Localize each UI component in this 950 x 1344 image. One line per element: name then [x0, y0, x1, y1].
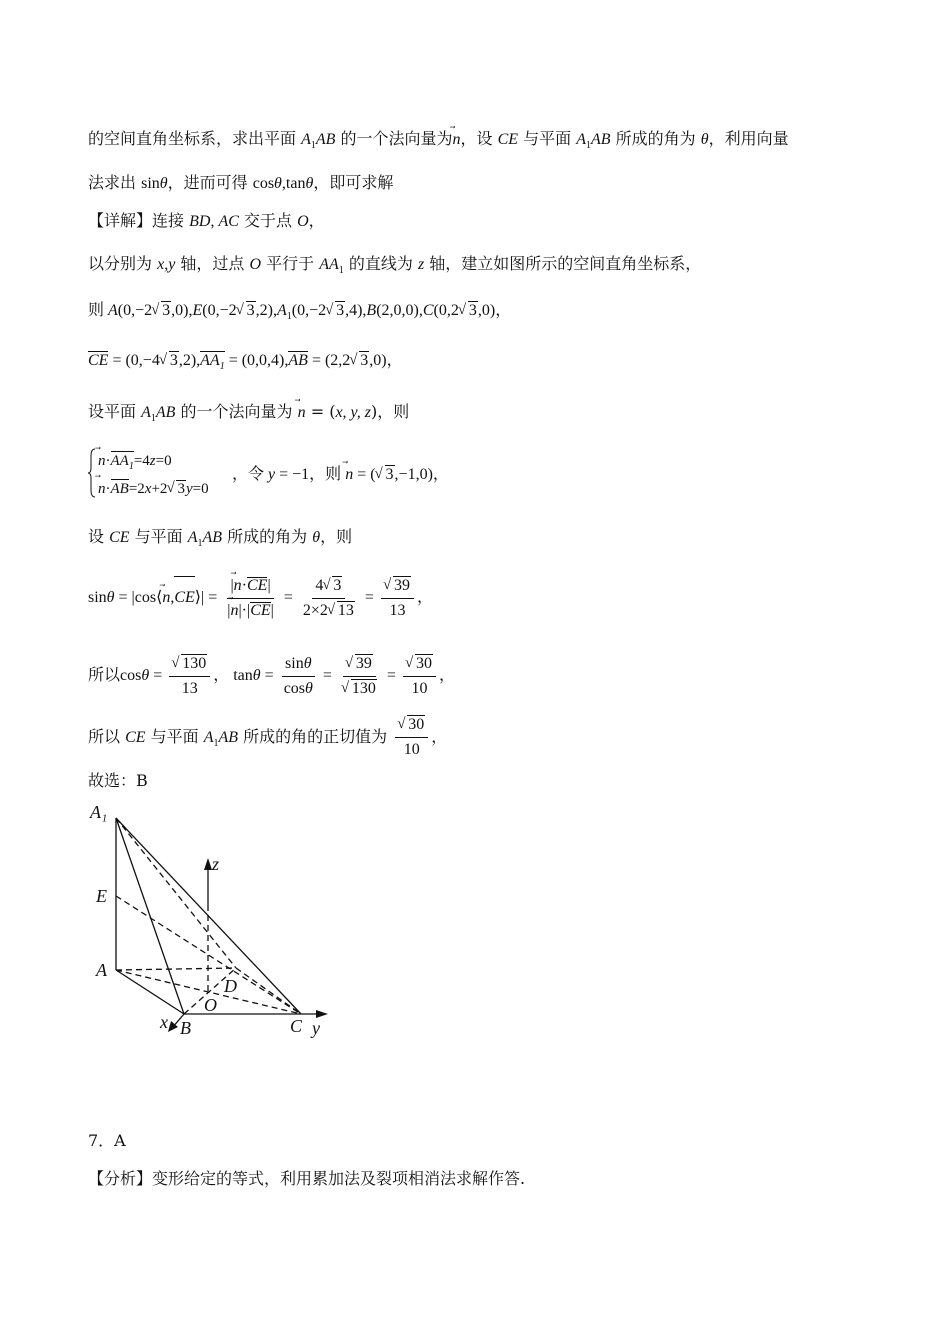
system-eq-1: n $⃗\cdot AA_1=4z=0$: [98, 450, 172, 478]
label-e: E: [96, 886, 107, 906]
label-a: A: [96, 960, 107, 980]
axes-line: 以分别为 x,y 轴，过点 O 平行于 $AA_1$ 的直线为 z 轴，建立如图所示的空间直角坐标系，: [88, 254, 702, 276]
system-result: ，令 y = −1，则 n ⃗ = (√ 3,−1,0)，: [232, 464, 449, 486]
label-c: C: [290, 1016, 303, 1036]
vectors-line: CE = (0,−4√ $3,2),AA_1 = (0,0,4),AB = (2,2√$ 3,0)，: [88, 350, 403, 378]
angle-line: 设 CE 与平面 $A_1AB$ 所成的角为 θ，则: [88, 527, 353, 549]
system-eq-2: n ⃗·AB=2x+2√ 3y=0: [98, 478, 209, 500]
label-d: D: [224, 976, 237, 996]
conclusion-line: 所以 CE 与平面 $A_1AB$ 所成的角的正切值为 √ $\frac{30}{10}$ ，: [88, 714, 447, 767]
label-b: B: [180, 1018, 191, 1038]
analysis-line-2: 法求出 sinθ，进而可得 cosθ,tanθ，即可求解: [88, 173, 394, 192]
label-x: x: [160, 1012, 168, 1032]
normal-line: 设平面 $A_1AB$ 的一个法向量为 n ⃗ = (x, y, z)，则: [88, 401, 409, 430]
label-y: y: [312, 1018, 320, 1038]
label-z: z: [212, 854, 220, 874]
label-a1: A₁: [90, 802, 108, 822]
label-o: O: [204, 995, 217, 1015]
left-brace: [88, 448, 96, 498]
pyramid-figure: [86, 796, 346, 1046]
points-line: 则 A(0,−2√ 3,0),E(0,−2√ $3,2),A_1(0,-2√$ 3,4),B(2,0,0),C(0,2√ 3,0)，: [88, 300, 511, 328]
analysis-line-1: 的空间直角坐标系，求出平面 $A_1AB$ 的一个法向量为n ⃗，设 CE 与平面 $A_1AB$ 所成的角为 θ，利用向量: [88, 128, 789, 157]
next-item: 7．A: [88, 1131, 126, 1150]
detail-line: 【详解】连接 BD, AC 交于点 O，: [88, 211, 325, 230]
sin-line: sinθ = |cos⟨n ⃗,CE⟩| = $\frac{|n ⃗\cdot CE|}{|n ⃗|\cdot|CE|}$ = $\frac{4√ 3}{2\times 2√ 13}$ = √ $\frac{39}{13}$ ，: [88, 575, 433, 621]
answer-line: 故选：B: [88, 771, 148, 790]
next-analysis: 【分析】变形给定的等式，利用累加法及裂项相消法求解作答.: [88, 1169, 526, 1188]
cos-tan-line: 所以cosθ = √ $\frac{130}{13}$ ， tanθ = $\frac{\sin\theta}{\cos\theta}$ = √ 39 √ 130 = √ $\frac{30}{10}$ ，: [88, 652, 455, 699]
detail-label: 【详解】: [88, 211, 153, 230]
